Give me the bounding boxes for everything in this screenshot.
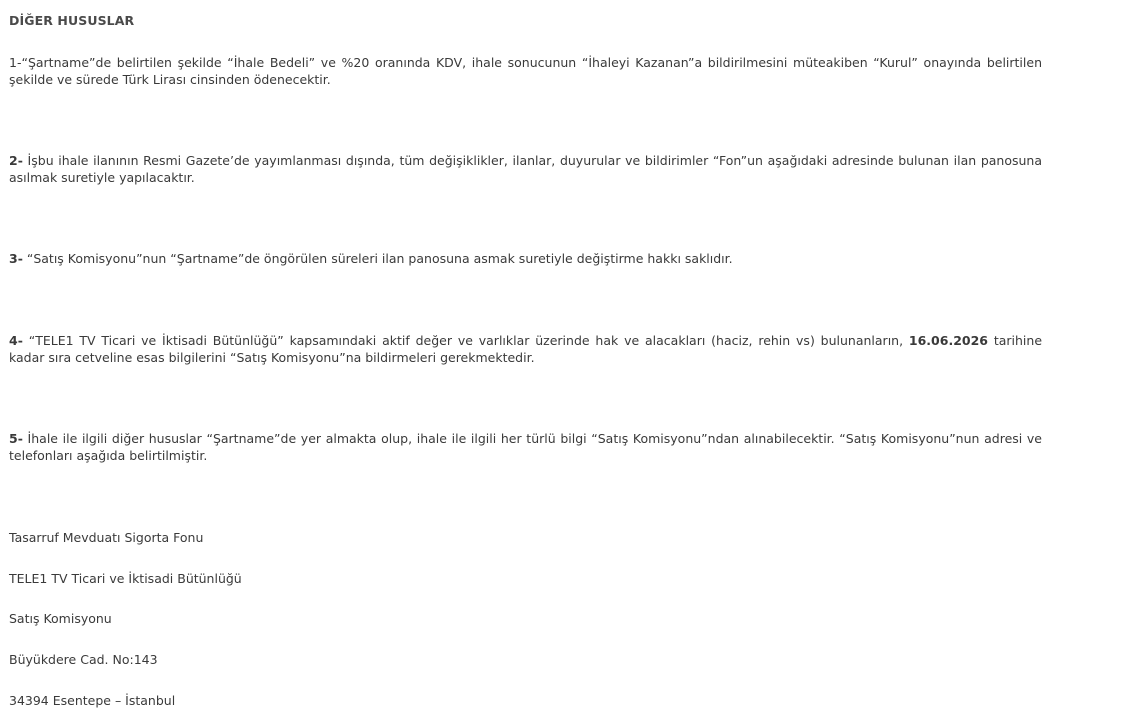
- paragraph-item-2: [9, 152, 1042, 186]
- paragraph-item-5: [9, 430, 1042, 464]
- item-5-number: 5-: [9, 431, 23, 446]
- address-line-3: Satış Komisyonu: [9, 611, 112, 626]
- address-line-4: Büyükdere Cad. No:143: [9, 652, 158, 667]
- item-4-text-after: tarihine kadar sıra cetveline esas bilgilerini “Satış Komisyonu”na bildirmeleri gerekmektedir.: [9, 333, 1043, 365]
- item-1-number: 1-: [9, 55, 22, 70]
- item-5-text: İhale ile ilgili diğer hususlar “Şartname”de yer almakta olup, ihale ile ilgili her türlü bilgi “Satış Komisyonu”ndan alınabilecektir. “Satış Komisyonu”nun adresi ve telefonları aşağıda belirtilmiştir.: [9, 431, 1042, 463]
- address-line-5: 34394 Esentepe – İstanbul: [9, 693, 176, 708]
- item-2-number: 2-: [9, 153, 23, 168]
- paragraph-item-1: [9, 54, 1042, 88]
- item-4-text-before: “TELE1 TV Ticari ve İktisadi Bütünlüğü” kapsamındaki aktif değer ve varlıklar üzerinde hak ve alacakları (haciz, rehin vs) bulunanların,: [22, 333, 909, 348]
- item-1-text: “Şartname”de belirtilen şekilde “İhale Bedeli” ve %20 oranında KDV, ihale sonucunun “İhaleyi Kazanan”a bildirilmesini müteakiben “Kurul” onayında belirtilen şekilde ve sürede Türk Lirası cinsinden ödenecektir.: [9, 55, 1042, 87]
- paragraph-item-3: [9, 250, 1042, 267]
- item-2-text: İşbu ihale ilanının Resmi Gazete’de yayımlanması dışında, tüm değişiklikler, ilanlar, duyurular ve bildirimler “Fon”un aşağıdaki adresinde bulunan ilan panosuna asılmak suretiyle yapılacaktır.: [9, 153, 1042, 185]
- address-line-1: Tasarruf Mevduatı Sigorta Fonu: [9, 530, 204, 545]
- address-line-2: TELE1 TV Ticari ve İktisadi Bütünlüğü: [9, 571, 242, 586]
- item-4-date: 16.06.2026: [908, 333, 988, 348]
- item-3-text: “Satış Komisyonu”nun “Şartname”de öngörülen süreleri ilan panosuna asmak suretiyle değiştirme hakkı saklıdır.: [22, 251, 733, 266]
- item-4-number: 4-: [9, 333, 23, 348]
- section-heading: DİĞER HUSUSLAR: [9, 13, 135, 28]
- item-3-number: 3-: [9, 251, 23, 266]
- paragraph-item-4: [9, 332, 1042, 366]
